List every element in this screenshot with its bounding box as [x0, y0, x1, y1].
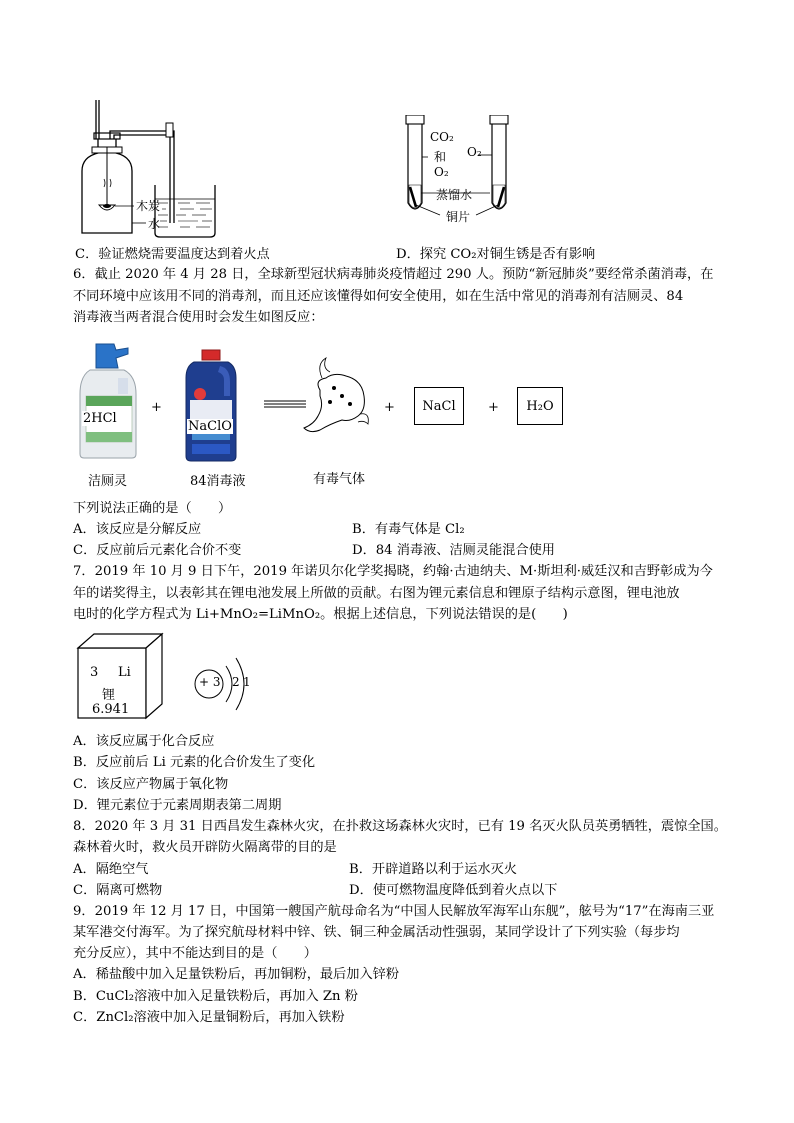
q7-line-1: 7．2019 年 10 月 9 日下午，2019 年诺贝尔化学奖揭晓，约翰·古迪纳夫、M·斯坦利·威廷汉和吉野彰成为今: [73, 564, 713, 579]
q6-line-3: 消毒液当两者混合使用时会发生如图反应：: [73, 310, 324, 325]
q6-line-2: 不同环境中应该用不同的消毒剂，而且还应该懂得如何安全使用，如在生活中常见的消毒剂有洁厕灵、84: [73, 289, 684, 304]
q6-option-b: B．有毒气体是 Cl₂: [352, 522, 465, 537]
tube1-gas-label-o2: O₂: [434, 165, 449, 179]
q6-stem: 下列说法正确的是（ ）: [73, 501, 232, 516]
caption-option-d: D．探究 CO₂对铜生锈是否有影响: [396, 247, 596, 262]
plus-sign-1: +: [151, 400, 162, 415]
product-box-h2o: H₂O: [517, 387, 563, 425]
q9-option-a: A．稀盐酸中加入足量铁粉后，再加铜粉，最后加入锌粉: [73, 967, 400, 982]
plus-sign-2: +: [384, 400, 395, 415]
bottle1-formula: 2HCl: [83, 411, 117, 426]
q9-line-2: 某军港交付海军。为了探究航母材料中锌、铁、铜三种金属活动性强弱，某同学设计了下列实验（每步均: [73, 925, 680, 940]
q7-option-c: C．该反应产物属于氧化物: [73, 777, 229, 792]
caption-option-c: C．验证燃烧需要温度达到着火点: [75, 247, 270, 262]
q6-option-d: D．84 消毒液、洁厕灵能混合使用: [352, 543, 555, 558]
caption-84-disinfectant: 84消毒液: [190, 474, 246, 489]
toilet-cleaner-bottle-image: [78, 340, 140, 460]
charcoal-label: 木炭: [136, 199, 161, 213]
atom-shell-1-electrons: 2: [232, 675, 240, 689]
q7-line-2: 年的诺奖得主，以表彰其在锂电池发展上所做的贡献。右图为锂元素信息和锂原子结构示意图，锂电池放: [73, 586, 680, 601]
q6-option-a: A．该反应是分解反应: [73, 522, 202, 537]
q6-line-1: 6．截止 2020 年 4 月 28 日，全球新型冠状病毒肺炎疫情超过 290 人。预防“新冠肺炎”要经常杀菌消毒，在: [73, 267, 714, 282]
q6-option-c: C．反应前后元素化合价不变: [73, 543, 242, 558]
q9-option-c: C．ZnCl₂溶液中加入足量铜粉后，再加入铁粉: [73, 1010, 345, 1025]
q9-option-b: B．CuCl₂溶液中加入足量铁粉后，再加入 Zn 粉: [73, 989, 358, 1004]
q8-option-c: C．隔离可燃物: [73, 883, 163, 898]
q9-line-3: 充分反应），其中不能达到目的是（ ）: [73, 946, 317, 961]
element-symbol: Li: [118, 665, 131, 680]
disinfectant-84-bottle-image: [184, 348, 238, 463]
q7-line-3: 电时的化学方程式为 Li+MnO₂=LiMnO₂。根据上述信息，下列说法错误的是( ): [73, 607, 568, 622]
element-mass: 6.941: [92, 702, 130, 717]
copper-sheet-label: 铜片: [446, 210, 471, 224]
element-number: 3: [90, 665, 99, 680]
product-box-nacl: NaCl: [414, 387, 464, 425]
q7-option-d: D．锂元素位于元素周期表第二周期: [73, 798, 282, 813]
caption-toilet-cleaner: 洁厕灵: [88, 474, 128, 489]
tube1-gas-label-and: 和: [434, 150, 447, 164]
q7-option-b: B．反应前后 Li 元素的化合价发生了变化: [73, 755, 316, 770]
q8-line-2: 森林着火时，救火员开辟防火隔离带的目的是: [73, 840, 337, 855]
plus-sign-3: +: [488, 400, 499, 415]
water-label: 水: [148, 217, 161, 231]
atom-shell-2-electrons: 1: [243, 675, 251, 689]
q8-option-d: D．使可燃物温度降低到着火点以下: [349, 883, 558, 898]
caption-toxic-gas: 有毒气体: [313, 472, 366, 487]
q8-line-1: 8．2020 年 3 月 31 日西昌发生森林火灾，在扑救这场森林火灾时，已有 19 名灭火队员英勇牺牲，震惊全国。: [73, 819, 727, 834]
q8-option-a: A．隔绝空气: [73, 862, 149, 877]
element-name: 锂: [102, 688, 116, 703]
tube1-gas-label-co2: CO₂: [430, 130, 454, 144]
q7-option-a: A．该反应属于化合反应: [73, 734, 215, 749]
distilled-water-label: 蒸馏水: [436, 188, 473, 202]
q8-option-b: B．开辟道路以利于运水灭火: [349, 862, 517, 877]
apparatus-c-diagram: [70, 95, 220, 245]
bottle2-formula: NaClO: [188, 419, 232, 434]
atom-nucleus-charge: + 3: [199, 675, 221, 689]
toxic-gas-image: [300, 350, 390, 440]
tube2-gas-label: O₂: [467, 145, 482, 159]
q9-line-1: 9．2019 年 12 月 17 日，中国第一艘国产航母命名为“中国人民解放军海军山东舰”，舷号为“17”在海南三亚: [73, 904, 715, 919]
